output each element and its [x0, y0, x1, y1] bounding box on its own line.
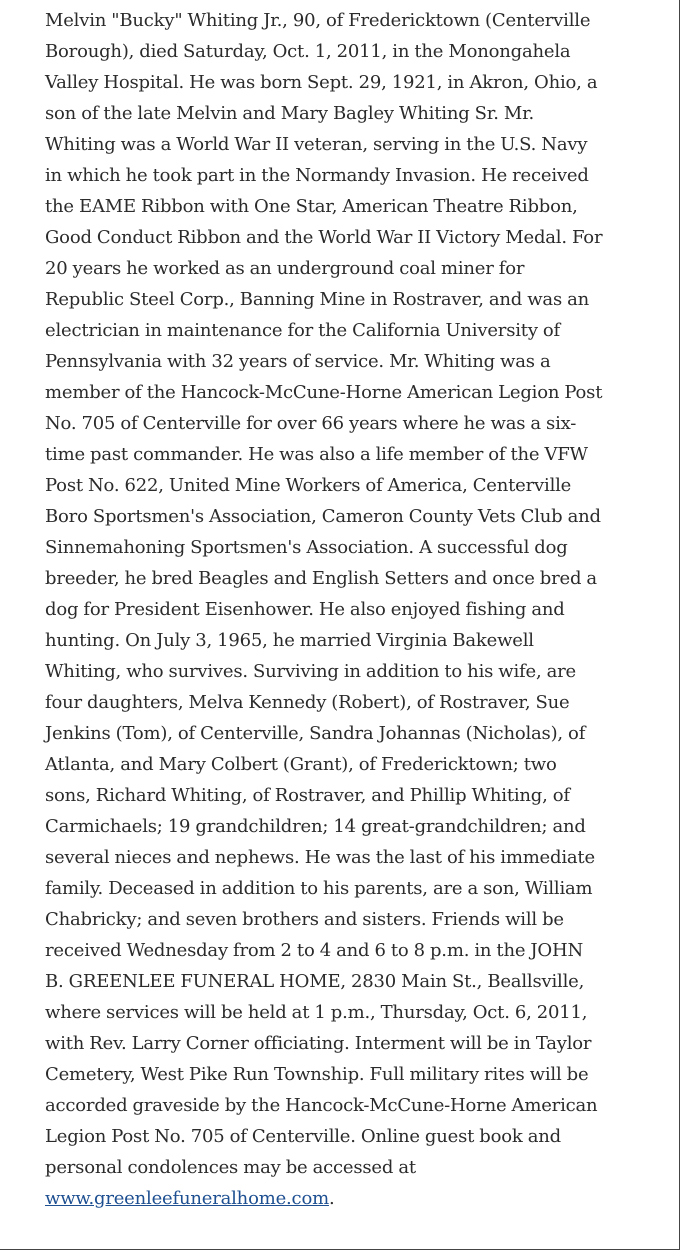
obituary-trailing-period: .: [328, 1188, 335, 1209]
obituary-body: Melvin "Bucky" Whiting Jr., 90, of Fredericktown (Centerville Borough), died Saturday, Oct. 1, 2011, in the Monongahela Valley Hospital. He was born Sept. 29, 1921, in Akron, Ohio, a son of the late Melvin and Mary Bagley Whiting Sr. Mr. Whiting was a World War II veteran, serving in the U.S. Navy in which he took part in the Normandy Invasion. He received the EAME Ribbon with One Star, American Theatre Ribbon, Good Conduct Ribbon and the World War II Victory Medal. For 20 years he worked as an underground coal miner for Republic Steel Corp., Banning Mine in Rostraver, and was an electrician in maintenance for the California University of Pennsylvania with 32 years of service. Mr. Whiting was a member of the Hancock-McCune-Horne American Legion Post No. 705 of Centerville for over 66 years where he was a six-time past commander. He was also a life member of the VFW Post No. 622, United Mine Workers of America, Centerville Boro Sportsmen's Association, Cameron County Vets Club and Sinnemahoning Sportsmen's Association. A successful dog breeder, he bred Beagles and English Setters and once bred a dog for President Eisenhower. He also enjoyed fishing and hunting. On July 3, 1965, he married Virginia Bakewell Whiting, who survives. Surviving in addition to his wife, are four daughters, Melva Kennedy (Robert), of Rostraver, Sue Jenkins (Tom), of Centerville, Sandra Johannas (Nicholas), of Atlanta, and Mary Colbert (Grant), of Fredericktown; two sons, Richard Whiting, of Rostraver, and Phillip Whiting, of Carmichaels; 19 grandchildren; 14 great-grandchildren; and several nieces and nephews. He was the last of his immediate family. Deceased in addition to his parents, are a son, William Chabricky; and seven brothers and sisters. Friends will be received Wednesday from 2 to 4 and 6 to 8 p.m. in the JOHN B. GREENLEE FUNERAL HOME, 2830 Main St., Beallsville, where services will be held at 1 p.m., Thursday, Oct. 6, 2011, with Rev. Larry Corner officiating. Interment will be in Taylor Cemetery, West Pike Run Township. Full military rites will be accorded graveside by the Hancock-McCune-Horne American Legion Post No. 705 of Centerville. Online guest book and personal condolences may be accessed at: [45, 10, 603, 1178]
funeral-home-website-link[interactable]: www.greenleefuneralhome.com: [45, 1188, 329, 1209]
obituary-text: [45, 5, 605, 1214]
